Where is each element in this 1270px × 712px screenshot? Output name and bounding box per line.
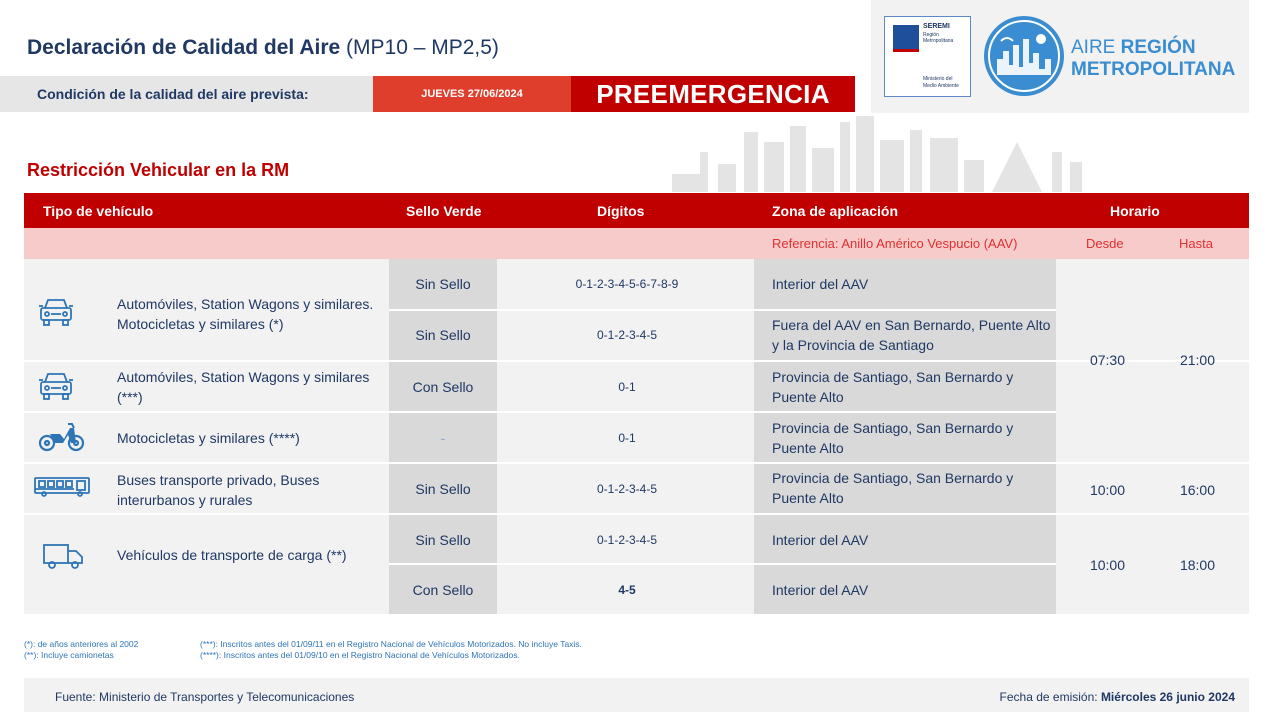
status-badge: PREEMERGENCIA	[571, 76, 855, 112]
zone-value: Provincia de Santiago, San Bernardo y Puente Alto	[772, 369, 1014, 405]
seal-value: Sin Sello	[415, 532, 471, 548]
footnote: (***): Inscritos antes del 01/09/11 en el Registro Nacional de Vehículos Motorizados. No incluye Taxis.	[200, 639, 582, 649]
aire-logo-line2: METROPOLITANA	[1071, 59, 1236, 80]
reference-note: Referencia: Anillo Américo Vespucio (AAV)	[772, 236, 1018, 251]
col-subheader-desde: Desde	[1086, 236, 1124, 251]
vehicle-type-label: Buses transporte privado, Buses interurbanos y rurales	[117, 472, 320, 508]
title-sub: (MP10 – MP2,5)	[346, 36, 499, 59]
zone-value: Interior del AAV	[772, 582, 869, 598]
digits-value: 0-1-2-3-4-5	[596, 533, 658, 547]
seal-value: Sin Sello	[415, 327, 471, 343]
seremi-ministry-1: Ministerio del	[923, 76, 953, 82]
motorcycle-icon	[38, 420, 86, 454]
digits-value: 4-5	[618, 583, 636, 597]
emission-value: Miércoles 26 junio 2024	[1100, 690, 1235, 704]
schedule-to: 21:00	[1179, 352, 1216, 368]
table-subheader	[24, 228, 1249, 259]
digits-value: 0-1-2-3-4-5	[596, 328, 658, 342]
page-title	[27, 36, 499, 60]
seremi-emblem-stripe	[893, 49, 919, 52]
footnote: (****): Inscritos antes del 01/09/10 en el Registro Nacional de Vehículos Motorizados.	[200, 650, 520, 660]
row-divider	[24, 462, 1249, 464]
car-icon	[38, 370, 74, 402]
schedule-to: 18:00	[1179, 557, 1216, 573]
col-subheader-hasta: Hasta	[1179, 236, 1213, 251]
zone-value: Provincia de Santiago, San Bernardo y Puente Alto	[772, 420, 1014, 456]
col-header-digitos: Dígitos	[597, 203, 645, 219]
zone-value: Interior del AAV	[772, 532, 869, 548]
aire-logo-line1	[1071, 37, 1196, 59]
zone-value: Provincia de Santiago, San Bernardo y Puente Alto	[772, 470, 1014, 506]
footer-bar	[24, 678, 1249, 712]
condition-label: Condición de la calidad del aire prevista:	[37, 86, 309, 102]
zone-value: Interior del AAV	[772, 276, 869, 292]
section-title: Restricción Vehicular en la RM	[27, 160, 290, 180]
zone-value: Fuera del AAV en San Bernardo, Puente Alto y la Provincia de Santiago	[772, 317, 1051, 353]
seremi-emblem	[893, 25, 919, 49]
bus-icon	[34, 476, 90, 498]
col-header-tipo: Tipo de vehículo	[43, 203, 154, 219]
emission-date	[1000, 690, 1235, 704]
schedule-from: 10:00	[1089, 482, 1126, 498]
vehicle-type-label: Automóviles, Station Wagons y similares. Motocicletas y similares (*)	[117, 296, 374, 332]
title-main: Declaración de Calidad del Aire	[27, 36, 341, 59]
vehicle-type-label: Motocicletas y similares (****)	[117, 430, 300, 446]
digits-value: 0-1-2-3-4-5	[596, 482, 658, 496]
schedule-to: 16:00	[1179, 482, 1216, 498]
footnote: (*): de años anteriores al 2002	[24, 639, 139, 649]
seremi-ministry-2: Medio Ambiente	[923, 83, 959, 89]
digits-value: 0-1	[618, 380, 636, 394]
col-header-sello: Sello Verde	[406, 203, 482, 219]
region-word: REGIÓN	[1120, 37, 1196, 58]
footnote: (**): Incluye camionetas	[24, 650, 114, 660]
vehicle-type-label: Vehículos de transporte de carga (**)	[117, 547, 347, 563]
emission-label: Fecha de emisión:	[999, 690, 1098, 704]
forecast-date: JUEVES 27/06/2024	[373, 76, 571, 112]
col-header-zona: Zona de aplicación	[772, 203, 899, 219]
table-header	[24, 193, 1249, 228]
col-header-horario: Horario	[1110, 203, 1160, 219]
digits-value: 0-1-2-3-4-5-6-7-8-9	[575, 277, 679, 291]
seremi-title: SEREMI	[923, 23, 950, 30]
seal-value: Con Sello	[412, 379, 474, 395]
row-divider	[24, 411, 1056, 413]
vehicle-type-label: Automóviles, Station Wagons y similares (***)	[117, 369, 370, 405]
seremi-logo	[884, 16, 971, 97]
row-divider	[24, 513, 1249, 515]
seal-value: -	[440, 430, 446, 446]
seal-value: Sin Sello	[415, 481, 471, 497]
truck-icon	[42, 543, 84, 571]
digits-value: 0-1	[618, 431, 636, 445]
schedule-from: 10:00	[1089, 557, 1126, 573]
aire-word: AIRE	[1071, 37, 1116, 58]
seremi-region: Región Metropolitana	[923, 32, 954, 44]
source-note: Fuente: Ministerio de Transportes y Telecomunicaciones	[55, 690, 355, 704]
car-icon	[38, 296, 74, 328]
row-divider	[389, 309, 1056, 311]
seal-value: Sin Sello	[415, 276, 471, 292]
aire-region-logo-icon	[983, 15, 1065, 97]
seal-value: Con Sello	[412, 582, 474, 598]
schedule-from: 07:30	[1089, 352, 1126, 368]
city-skyline-watermark	[672, 112, 1092, 192]
row-divider	[389, 563, 1056, 565]
